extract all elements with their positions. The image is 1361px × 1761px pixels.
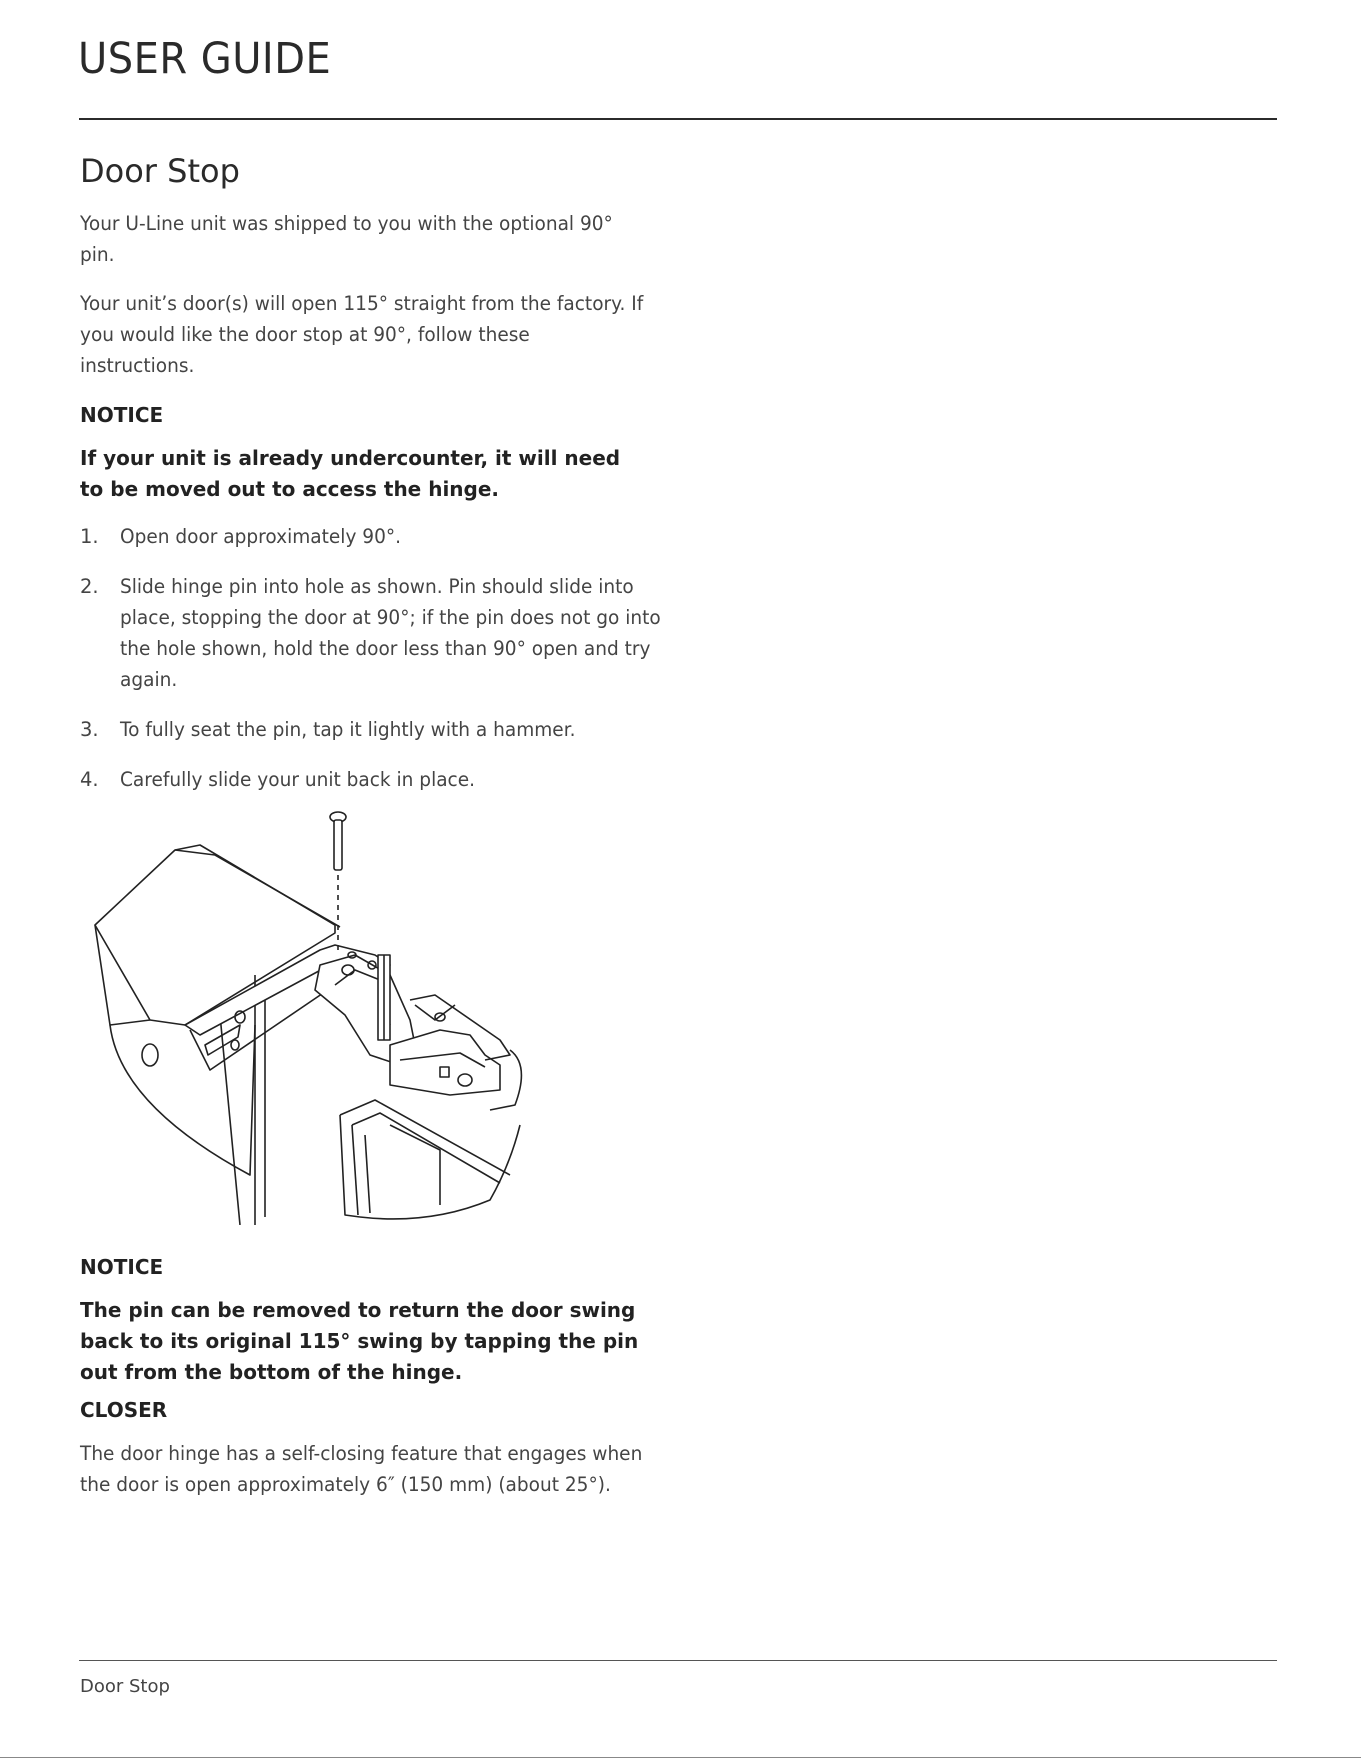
step-number: 3. (80, 718, 99, 741)
instruction-steps (80, 521, 661, 795)
step-text: Carefully slide your unit back in place. (120, 768, 476, 791)
closer-label: CLOSER (80, 1398, 168, 1422)
section-title: Door Stop (80, 152, 240, 190)
notice-block-2 (80, 1251, 650, 1518)
step-item (80, 764, 720, 795)
footer-divider (79, 1660, 1277, 1661)
step-number: 2. (80, 575, 99, 598)
closer-text: The door hinge has a self-closing feature that engages when the door is open approximately 6″ (150 mm) (about 25°). (80, 1442, 643, 1496)
step-item (80, 521, 720, 552)
document-title: USER GUIDE (78, 34, 332, 84)
intro-paragraph-1: Your U-Line unit was shipped to you with the optional 90° pin. (80, 212, 613, 266)
step-text: To fully seat the pin, tap it lightly with a hammer. (120, 718, 576, 741)
step-item (80, 714, 720, 745)
step-item (80, 571, 720, 695)
notice-text: The pin can be removed to return the door swing back to its original 115° swing by tapping the pin out from the bottom of the hinge. (80, 1298, 639, 1384)
intro-paragraph-2: Your unit’s door(s) will open 115° straight from the factory. If you would like the door stop at 90°, follow these instructions. (80, 292, 644, 377)
footer-section-label: Door Stop (80, 1676, 170, 1697)
step-text: Slide hinge pin into hole as shown. Pin should slide into place, stopping the door at 90°; if the pin does not go into the hole shown, hold the door less than 90° open and try again. (120, 575, 661, 691)
notice-label: NOTICE (80, 1255, 164, 1279)
notice-label: NOTICE (80, 403, 164, 427)
step-number: 4. (80, 768, 99, 791)
step-number: 1. (80, 525, 99, 548)
step-text: Open door approximately 90°. (120, 525, 402, 548)
notice-text: If your unit is already undercounter, it will need to be moved out to access the hinge. (80, 446, 621, 501)
hinge-pin-illustration (90, 805, 590, 1225)
content-column (80, 148, 661, 814)
page-edge (0, 1757, 1361, 1758)
header-divider (79, 118, 1277, 120)
hinge-diagram-icon (90, 805, 590, 1225)
